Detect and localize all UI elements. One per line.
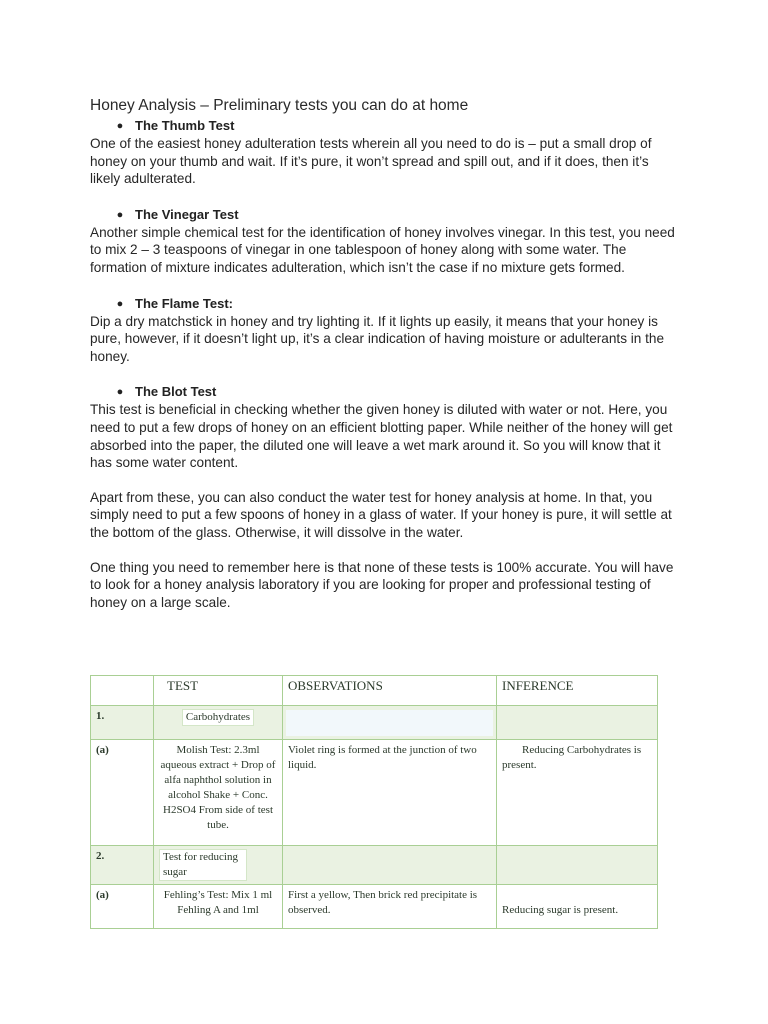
table-header-cell: OBSERVATIONS (283, 676, 497, 706)
section-heading-vinegar-test: ● The Vinegar Test (90, 207, 680, 223)
inference-cell: Reducing Carbohydrates is present. (497, 740, 658, 846)
test-cell: Molish Test: 2.3ml aqueous extract + Drop of alfa naphthol solution in alcohol Shake + Conc. H2SO4 From side of test tube. (154, 740, 283, 846)
table-header-cell: TEST (154, 676, 283, 706)
table-header-cell: INFERENCE (497, 676, 658, 706)
section-heading-blot-test: ● The Blot Test (90, 384, 680, 400)
table-header-row (91, 676, 658, 706)
row-number: 1. (91, 706, 154, 740)
observation-cell (283, 846, 497, 885)
table-row (91, 885, 658, 929)
section-heading-thumb-test: ● The Thumb Test (90, 118, 680, 134)
bullet-icon: ● (116, 297, 124, 310)
water-test-paragraph: Apart from these, you can also conduct the water test for honey analysis at home. In that, you simply need to put a few spoons of honey in a glass of water. If your honey is pure, it will settle at the bottom of the glass. Otherwise, it will dissolve in the water. (90, 489, 672, 540)
table-header-cell (91, 676, 154, 706)
row-number: 2. (91, 846, 154, 885)
section-text-vinegar-test: Another simple chemical test for the identification of honey involves vinegar. In this test, you need to mix 2 – 3 teaspoons of vinegar in one tablespoon of honey along with some water. The formation of mixture indicates adulteration, which isn’t the case if no mixture gets formed. (90, 224, 675, 275)
section-heading-flame-test: ● The Flame Test: (90, 296, 680, 312)
observation-cell: First a yellow, Then brick red precipitate is observed. (283, 885, 497, 929)
accuracy-note-paragraph: One thing you need to remember here is that none of these tests is 100% accurate. You will have to look for a honey analysis laboratory if you are looking for proper and professional testing of honey on a large scale. (90, 559, 674, 610)
row-number: (a) (91, 740, 154, 846)
honey-tests-table (90, 675, 658, 929)
section-text-thumb-test: One of the easiest honey adulteration tests wherein all you need to do is – put a small drop of honey on your thumb and wait. If it’s pure, it won’t spread and spill out, and if it does, then it’s likely adulterated. (90, 136, 652, 187)
bullet-icon: ● (116, 208, 124, 221)
section-text-flame-test: Dip a dry matchstick in honey and try lighting it. If it lights up easily, it means that your honey is pure, however, if it doesn’t light up, it’s a clear indication of having moisture or adulterants in the honey. (90, 313, 665, 364)
section-text-blot-test: This test is beneficial in checking whether the given honey is diluted with water or not. Here, you need to put a few drops of honey on an efficient blotting paper. While neither of the honey will get absorbed into the paper, the diluted one will leave a wet mark around it. So you will know that it has some water content. (90, 402, 673, 471)
inference-cell (497, 706, 658, 740)
bullet-icon: ● (116, 386, 124, 399)
test-cell: Fehling’s Test: Mix 1 ml Fehling A and 1ml (154, 885, 283, 929)
inference-cell: Reducing sugar is present. (497, 885, 658, 929)
row-number: (a) (91, 885, 154, 929)
table-row (91, 740, 658, 846)
bullet-icon: ● (116, 120, 124, 132)
test-cell: Test for reducing sugar (154, 846, 283, 885)
observation-cell: Violet ring is formed at the junction of two liquid. (283, 740, 497, 846)
inference-cell (497, 846, 658, 885)
table-row (91, 846, 658, 885)
test-cell: Carbohydrates (154, 706, 283, 740)
document-body (90, 96, 680, 611)
table-row (91, 706, 658, 740)
page-title: Honey Analysis – Preliminary tests you can do at home (90, 97, 469, 114)
observation-cell (283, 706, 497, 740)
